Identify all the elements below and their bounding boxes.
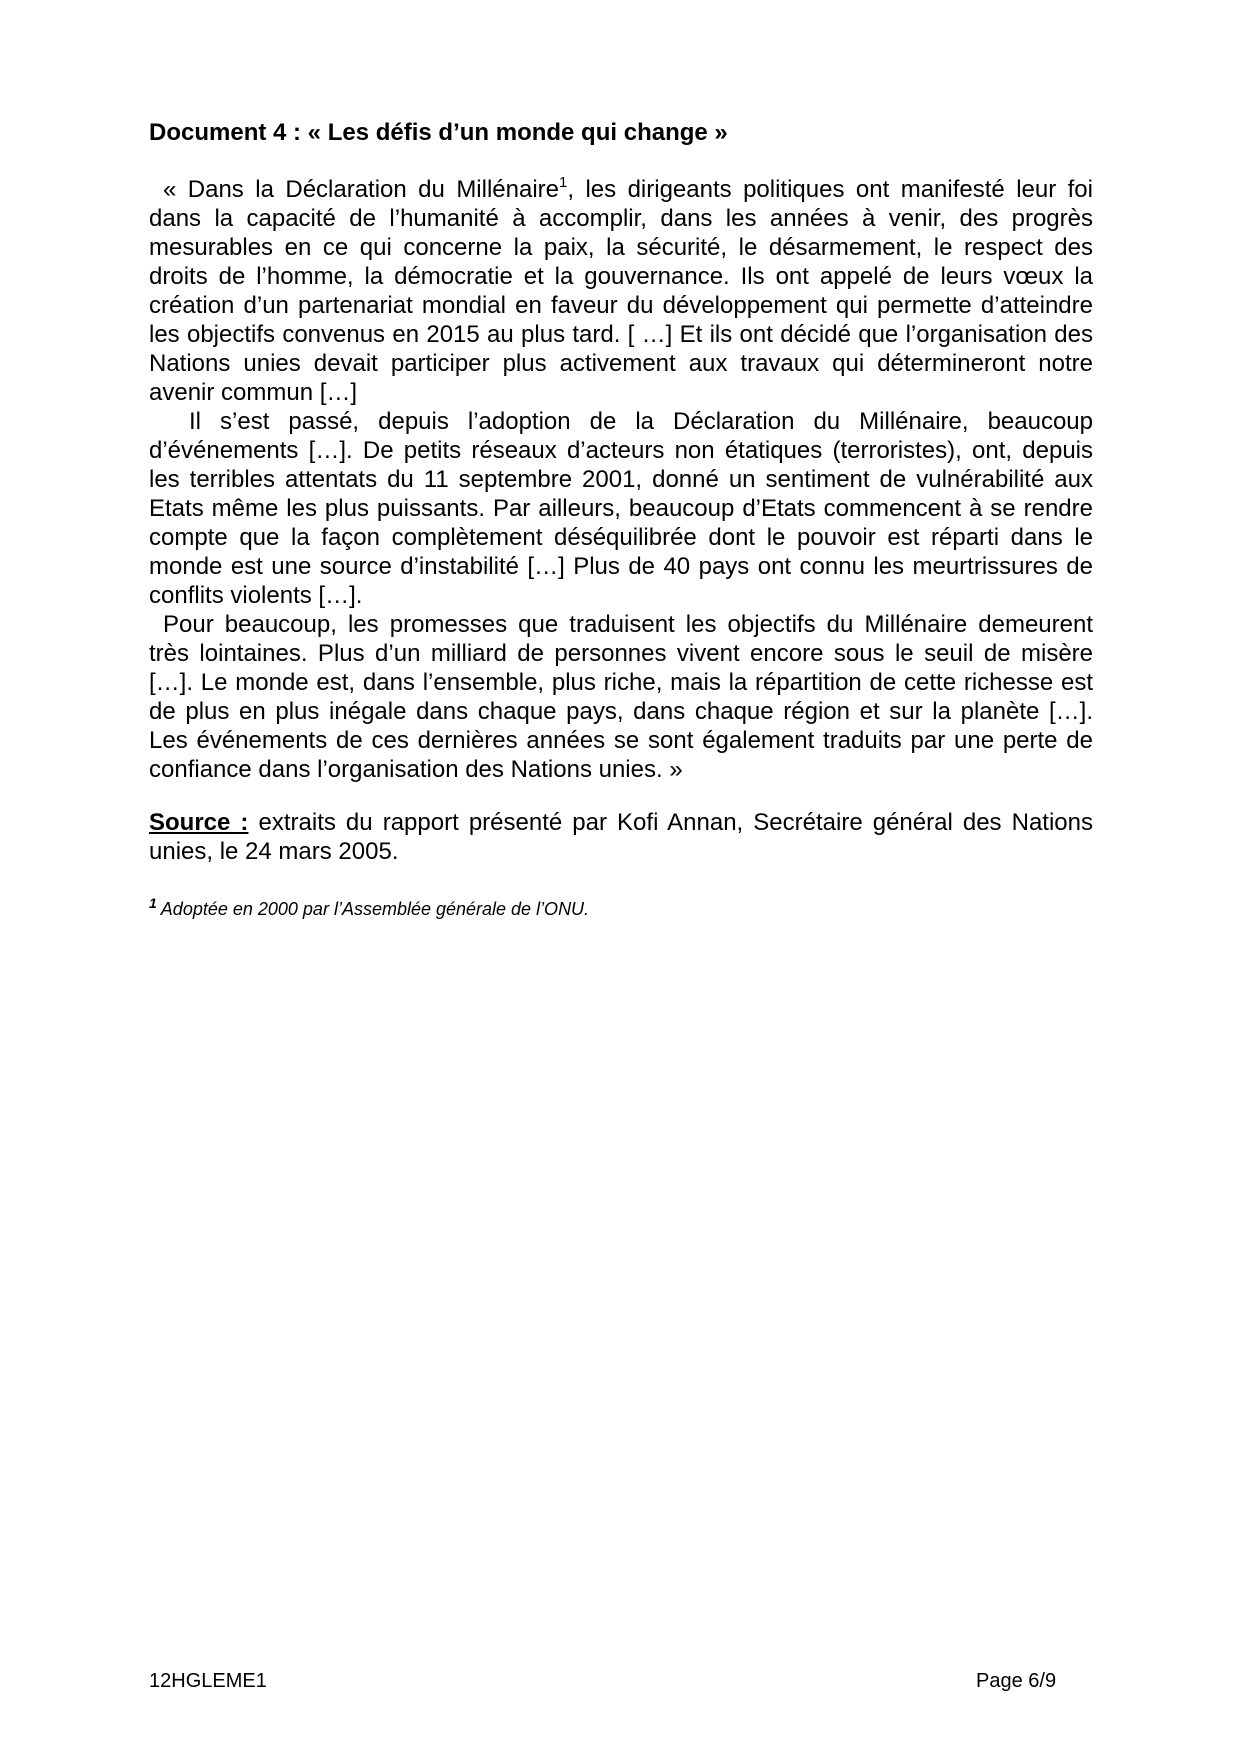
footer-page-number: Page 6/9 [976, 1670, 1057, 1692]
paragraph-2: Il s’est passé, depuis l’adoption de la Déclaration du Millénaire, beaucoup d’événements […]. De petits réseaux d’acteurs non étatiques (terroristes), ont, depuis les terribles attentats du 11 septembre 2001, donné un sentiment de vulnérabilité aux Etats même les plus puissants. Par ailleurs, beaucoup d’Etats commencent à se rendre compte que la façon complètement déséquilibrée dont le pouvoir est réparti dans le monde est une source d’instabilité […] Plus de 40 pays ont connu les meurtrissures de conflits violents […]. [149, 408, 1093, 609]
footnote-text: Adoptée en 2000 par l’Assemblée générale de l’ONU. [160, 899, 590, 919]
paragraph-1-start: « Dans la Déclaration du Millénaire [163, 176, 560, 203]
footer-document-code: 12HGLEME1 [149, 1670, 267, 1692]
source-label: Source : [149, 809, 249, 836]
paragraph-1 [149, 175, 1093, 407]
paragraph-1-rest: , les dirigeants politiques ont manifesté leur foi dans la capacité de l’humanité à accomplir, dans les années à venir, des progrès mesurables en ce qui concerne la paix, la sécurité, le désarmement, le respect des droits de l’homme, la démocratie et la gouvernance. Ils ont appelé de leurs vœux la création d’un partenariat mondial en faveur du développement qui permette d’atteindre les objectifs convenus en 2015 au plus tard. [ …] Et ils ont décidé que l’organisation des Nations unies devait participer plus activement aux travaux qui détermineront notre avenir commun […] [149, 176, 1093, 406]
quotation-body [149, 175, 1093, 784]
footnote [149, 897, 589, 921]
footnote-reference: 1 [559, 174, 568, 191]
paragraph-3: Pour beaucoup, les promesses que traduisent les objectifs du Millénaire demeurent très lointaines. Plus d’un milliard de personnes vivent encore sous le seuil de misère […]. Le monde est, dans l’ensemble, plus riche, mais la répartition de cette richesse est de plus en plus inégale dans chaque pays, dans chaque région et sur la planète […]. Les événements de ces dernières années se sont également traduits par une perte de confiance dans l’organisation des Nations unies. » [149, 611, 1093, 783]
document-title: Document 4 : « Les défis d’un monde qui change » [149, 119, 728, 146]
source-text: extraits du rapport présenté par Kofi Annan, Secrétaire général des Nations unies, le 24 mars 2005. [149, 809, 1094, 865]
footnote-mark: 1 [149, 895, 157, 911]
source-line [149, 808, 1093, 866]
